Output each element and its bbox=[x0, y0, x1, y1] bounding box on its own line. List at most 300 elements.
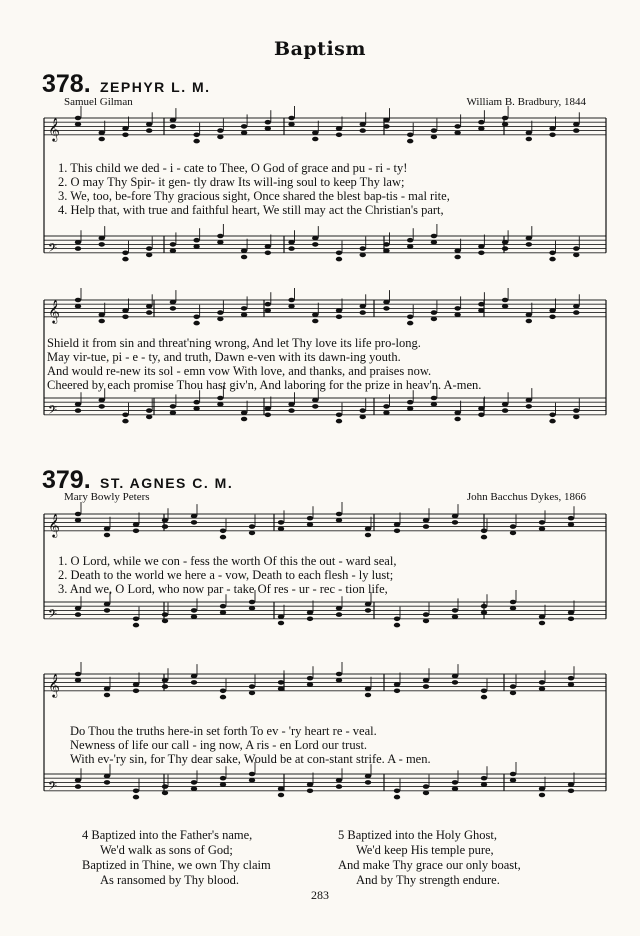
note-head bbox=[502, 122, 508, 127]
note-head bbox=[170, 248, 176, 253]
note-head bbox=[539, 520, 545, 525]
note-head bbox=[568, 516, 574, 521]
note-head bbox=[407, 321, 413, 326]
note-head bbox=[336, 315, 342, 320]
note-head bbox=[510, 691, 516, 696]
note-head bbox=[191, 514, 197, 519]
note-head bbox=[146, 415, 152, 420]
note-head bbox=[481, 776, 487, 781]
note-head bbox=[336, 778, 342, 783]
note-head bbox=[526, 312, 532, 317]
note-head bbox=[288, 408, 294, 413]
note-head bbox=[104, 774, 110, 779]
note-head bbox=[133, 689, 139, 694]
music-credit: William B. Bradbury, 1844 bbox=[466, 96, 586, 108]
note-head bbox=[526, 319, 532, 324]
note-head bbox=[249, 772, 255, 777]
note-head bbox=[249, 600, 255, 605]
note-head bbox=[452, 680, 458, 685]
note-head bbox=[481, 610, 487, 615]
note-head bbox=[265, 251, 271, 256]
note-head bbox=[549, 257, 555, 262]
note-head bbox=[360, 253, 366, 258]
note-head bbox=[336, 251, 342, 256]
note-head bbox=[336, 606, 342, 611]
note-head bbox=[265, 413, 271, 418]
note-head bbox=[220, 535, 226, 540]
note-head bbox=[307, 682, 313, 687]
note-head bbox=[526, 137, 532, 142]
note-head bbox=[312, 312, 318, 317]
note-head bbox=[431, 240, 437, 245]
note-head bbox=[502, 402, 508, 407]
note-head bbox=[478, 413, 484, 418]
note-head bbox=[193, 321, 199, 326]
note-head bbox=[278, 793, 284, 798]
note-head bbox=[122, 419, 128, 424]
note-head bbox=[539, 793, 545, 798]
note-head bbox=[510, 524, 516, 529]
note-head bbox=[454, 306, 460, 311]
note-head bbox=[191, 520, 197, 525]
note-head bbox=[75, 784, 81, 789]
note-head bbox=[568, 682, 574, 687]
note-head bbox=[478, 406, 484, 411]
note-head bbox=[383, 124, 389, 129]
note-head bbox=[162, 518, 168, 523]
note-head bbox=[220, 604, 226, 609]
note-head bbox=[122, 257, 128, 262]
note-head bbox=[241, 410, 247, 415]
note-head bbox=[133, 623, 139, 628]
note-head bbox=[452, 614, 458, 619]
note-head bbox=[312, 130, 318, 135]
note-head bbox=[573, 310, 579, 315]
note-head bbox=[336, 126, 342, 131]
note-head bbox=[573, 253, 579, 258]
note-head bbox=[146, 128, 152, 133]
verse-line: Baptized in Thine, we own Thy claim bbox=[82, 858, 271, 872]
lyric-line: 3. We, too, be-fore Thy gracious sight, Once shared the blest bap-tis - mal rite, bbox=[58, 189, 450, 203]
note-head bbox=[365, 526, 371, 531]
bass-clef: 𝄢 bbox=[48, 241, 58, 258]
note-head bbox=[573, 246, 579, 251]
note-head bbox=[452, 514, 458, 519]
note-head bbox=[278, 520, 284, 525]
note-head bbox=[75, 518, 81, 523]
note-head bbox=[365, 608, 371, 613]
note-head bbox=[502, 246, 508, 251]
note-head bbox=[104, 533, 110, 538]
note-head bbox=[288, 402, 294, 407]
note-head bbox=[75, 240, 81, 245]
words-credit: Samuel Gilman bbox=[64, 96, 133, 108]
note-head bbox=[360, 415, 366, 420]
note-head bbox=[407, 133, 413, 138]
note-head bbox=[99, 404, 105, 409]
note-head bbox=[241, 306, 247, 311]
note-head bbox=[162, 791, 168, 796]
note-head bbox=[193, 238, 199, 243]
note-head bbox=[510, 606, 516, 611]
note-head bbox=[170, 404, 176, 409]
note-head bbox=[170, 124, 176, 129]
note-head bbox=[75, 246, 81, 251]
note-head bbox=[99, 130, 105, 135]
note-head bbox=[336, 784, 342, 789]
note-head bbox=[383, 404, 389, 409]
note-head bbox=[288, 298, 294, 303]
note-head bbox=[510, 600, 516, 605]
note-head bbox=[312, 242, 318, 247]
note-head bbox=[241, 417, 247, 422]
note-head bbox=[162, 612, 168, 617]
note-head bbox=[193, 406, 199, 411]
lyric-line: 1. O Lord, while we con - fess the worth Of this the out - ward seal, bbox=[58, 554, 397, 568]
note-head bbox=[288, 246, 294, 251]
note-head bbox=[510, 684, 516, 689]
note-head bbox=[75, 122, 81, 127]
note-head bbox=[265, 302, 271, 307]
lyric-line: With ev-'ry sin, for Thy dear sake, Would be at con-stant strife. A - men. bbox=[70, 752, 431, 766]
note-head bbox=[549, 251, 555, 256]
note-head bbox=[122, 133, 128, 138]
note-head bbox=[133, 529, 139, 534]
note-head bbox=[220, 610, 226, 615]
note-head bbox=[454, 410, 460, 415]
note-head bbox=[217, 402, 223, 407]
note-head bbox=[336, 413, 342, 418]
note-head bbox=[307, 782, 313, 787]
note-head bbox=[360, 246, 366, 251]
note-head bbox=[394, 522, 400, 527]
note-head bbox=[423, 524, 429, 529]
note-head bbox=[312, 319, 318, 324]
note-head bbox=[122, 308, 128, 313]
note-head bbox=[360, 122, 366, 127]
note-head bbox=[122, 315, 128, 320]
verse-line: We'd keep His temple pure, bbox=[356, 843, 494, 857]
note-head bbox=[241, 312, 247, 317]
note-head bbox=[481, 782, 487, 787]
note-head bbox=[104, 608, 110, 613]
note-head bbox=[307, 610, 313, 615]
note-head bbox=[162, 619, 168, 624]
note-head bbox=[170, 242, 176, 247]
note-head bbox=[394, 689, 400, 694]
verse-4 bbox=[82, 828, 271, 888]
section-title: Baptism bbox=[274, 38, 366, 60]
note-head bbox=[510, 772, 516, 777]
note-head bbox=[75, 678, 81, 683]
note-head bbox=[288, 116, 294, 121]
note-head bbox=[394, 529, 400, 534]
note-head bbox=[288, 122, 294, 127]
note-head bbox=[431, 135, 437, 140]
note-head bbox=[170, 410, 176, 415]
note-head bbox=[360, 304, 366, 309]
note-head bbox=[336, 308, 342, 313]
note-head bbox=[360, 128, 366, 133]
note-head bbox=[162, 784, 168, 789]
note-head bbox=[502, 240, 508, 245]
note-head bbox=[573, 122, 579, 127]
note-head bbox=[133, 522, 139, 527]
note-head bbox=[288, 304, 294, 309]
note-head bbox=[75, 402, 81, 407]
note-head bbox=[383, 118, 389, 123]
note-head bbox=[220, 776, 226, 781]
verse-line: 4 Baptized into the Father's name, bbox=[82, 828, 253, 842]
note-head bbox=[478, 126, 484, 131]
note-head bbox=[573, 408, 579, 413]
lyric-line: 2. Death to the world we here a - vow, Death to each flesh - ly lust; bbox=[58, 568, 394, 582]
note-head bbox=[249, 524, 255, 529]
note-head bbox=[162, 684, 168, 689]
note-head bbox=[526, 242, 532, 247]
note-head bbox=[454, 248, 460, 253]
note-head bbox=[122, 251, 128, 256]
note-head bbox=[502, 116, 508, 121]
note-head bbox=[307, 522, 313, 527]
note-head bbox=[573, 128, 579, 133]
note-head bbox=[549, 126, 555, 131]
verse-line: And by Thy strength endure. bbox=[356, 873, 500, 887]
note-head bbox=[288, 240, 294, 245]
lyric-line: 2. O may Thy Spir- it gen- tly draw Its will-ing soul to keep Thy law; bbox=[58, 175, 405, 189]
note-head bbox=[407, 400, 413, 405]
verse-5 bbox=[338, 828, 521, 888]
note-head bbox=[146, 246, 152, 251]
note-head bbox=[122, 413, 128, 418]
note-head bbox=[312, 236, 318, 241]
hymn-number: 379. bbox=[42, 466, 91, 494]
note-head bbox=[481, 535, 487, 540]
note-head bbox=[454, 312, 460, 317]
note-head bbox=[99, 137, 105, 142]
note-head bbox=[241, 130, 247, 135]
note-head bbox=[193, 133, 199, 138]
note-head bbox=[454, 130, 460, 135]
note-head bbox=[454, 124, 460, 129]
note-head bbox=[217, 128, 223, 133]
lyric-line: May vir-tue, pi - e - ty, and truth, Dawn e-ven with its dawn-ing youth. bbox=[47, 350, 401, 364]
note-head bbox=[241, 255, 247, 260]
note-head bbox=[146, 253, 152, 258]
note-head bbox=[452, 608, 458, 613]
lyric-line: And would re-new its sol - emn vow With love, and thanks, and praises now. bbox=[47, 364, 432, 378]
note-head bbox=[365, 774, 371, 779]
note-head bbox=[191, 786, 197, 791]
note-head bbox=[104, 602, 110, 607]
note-head bbox=[217, 310, 223, 315]
note-head bbox=[99, 398, 105, 403]
note-head bbox=[423, 518, 429, 523]
note-head bbox=[478, 120, 484, 125]
note-head bbox=[539, 614, 545, 619]
hymn-number: 378. bbox=[42, 70, 91, 98]
note-head bbox=[539, 680, 545, 685]
note-head bbox=[423, 784, 429, 789]
note-head bbox=[394, 789, 400, 794]
note-head bbox=[481, 689, 487, 694]
page-number: 283 bbox=[311, 888, 329, 902]
note-head bbox=[336, 419, 342, 424]
note-head bbox=[502, 298, 508, 303]
note-head bbox=[193, 400, 199, 405]
note-head bbox=[75, 672, 81, 677]
note-head bbox=[539, 526, 545, 531]
note-head bbox=[568, 610, 574, 615]
note-head bbox=[394, 617, 400, 622]
note-head bbox=[220, 529, 226, 534]
note-head bbox=[568, 782, 574, 787]
note-head bbox=[191, 680, 197, 685]
note-head bbox=[526, 404, 532, 409]
note-head bbox=[75, 304, 81, 309]
note-head bbox=[191, 780, 197, 785]
note-head bbox=[278, 680, 284, 685]
note-head bbox=[336, 672, 342, 677]
note-head bbox=[478, 251, 484, 256]
note-head bbox=[481, 529, 487, 534]
note-head bbox=[549, 413, 555, 418]
note-head bbox=[383, 242, 389, 247]
note-head bbox=[278, 621, 284, 626]
note-head bbox=[383, 248, 389, 253]
note-head bbox=[307, 676, 313, 681]
note-head bbox=[539, 621, 545, 626]
note-head bbox=[481, 695, 487, 700]
note-head bbox=[278, 686, 284, 691]
note-head bbox=[217, 240, 223, 245]
lyric-line: Newness of life our call - ing now, A ris - en Lord our trust. bbox=[70, 738, 368, 752]
note-head bbox=[431, 396, 437, 401]
note-head bbox=[431, 310, 437, 315]
note-head bbox=[549, 308, 555, 313]
note-head bbox=[568, 522, 574, 527]
note-head bbox=[99, 319, 105, 324]
note-head bbox=[249, 531, 255, 536]
note-head bbox=[170, 300, 176, 305]
note-head bbox=[407, 406, 413, 411]
note-head bbox=[75, 612, 81, 617]
note-head bbox=[502, 304, 508, 309]
tune-name: ZEPHYR L. M. bbox=[100, 79, 211, 95]
note-head bbox=[191, 614, 197, 619]
note-head bbox=[423, 619, 429, 624]
note-head bbox=[365, 533, 371, 538]
note-head bbox=[193, 139, 199, 144]
note-head bbox=[568, 789, 574, 794]
verse-line: We'd walk as sons of God; bbox=[100, 843, 233, 857]
note-head bbox=[122, 126, 128, 131]
treble-clef: 𝄞 bbox=[48, 116, 60, 141]
note-head bbox=[241, 248, 247, 253]
note-head bbox=[104, 693, 110, 698]
note-head bbox=[336, 133, 342, 138]
note-head bbox=[383, 306, 389, 311]
note-head bbox=[307, 789, 313, 794]
note-head bbox=[307, 617, 313, 622]
note-head bbox=[278, 614, 284, 619]
note-head bbox=[220, 689, 226, 694]
note-head bbox=[75, 408, 81, 413]
note-head bbox=[407, 139, 413, 144]
note-head bbox=[365, 780, 371, 785]
note-head bbox=[265, 126, 271, 131]
note-head bbox=[539, 686, 545, 691]
note-head bbox=[249, 778, 255, 783]
note-head bbox=[146, 304, 152, 309]
note-head bbox=[454, 255, 460, 260]
note-head bbox=[360, 310, 366, 315]
note-head bbox=[549, 315, 555, 320]
note-head bbox=[526, 236, 532, 241]
note-head bbox=[249, 684, 255, 689]
note-head bbox=[431, 128, 437, 133]
note-head bbox=[104, 780, 110, 785]
note-head bbox=[510, 531, 516, 536]
note-head bbox=[526, 398, 532, 403]
lyric-line: Shield it from sin and threat'ning wrong, And let Thy love its life pro-long. bbox=[47, 336, 421, 350]
note-head bbox=[191, 608, 197, 613]
note-head bbox=[510, 778, 516, 783]
note-head bbox=[568, 676, 574, 681]
note-head bbox=[217, 234, 223, 239]
note-head bbox=[133, 795, 139, 800]
note-head bbox=[452, 786, 458, 791]
note-head bbox=[383, 300, 389, 305]
note-head bbox=[133, 682, 139, 687]
words-credit: Mary Bowly Peters bbox=[64, 491, 150, 503]
note-head bbox=[502, 408, 508, 413]
verse-line: 5 Baptized into the Holy Ghost, bbox=[338, 828, 498, 842]
note-head bbox=[99, 312, 105, 317]
verse-line: And make Thy grace our only boast, bbox=[338, 858, 521, 872]
note-head bbox=[104, 686, 110, 691]
note-head bbox=[265, 244, 271, 249]
note-head bbox=[365, 686, 371, 691]
note-head bbox=[365, 602, 371, 607]
note-head bbox=[146, 408, 152, 413]
note-head bbox=[336, 612, 342, 617]
note-head bbox=[75, 116, 81, 121]
note-head bbox=[217, 135, 223, 140]
note-head bbox=[75, 512, 81, 517]
note-head bbox=[170, 306, 176, 311]
note-head bbox=[478, 302, 484, 307]
note-head bbox=[220, 782, 226, 787]
note-head bbox=[423, 791, 429, 796]
note-head bbox=[170, 118, 176, 123]
lyric-line: 4. Help that, with true and faithful heart, We still may act the Christian's part, bbox=[58, 203, 444, 217]
note-head bbox=[573, 415, 579, 420]
note-head bbox=[75, 606, 81, 611]
note-head bbox=[104, 526, 110, 531]
note-head bbox=[365, 693, 371, 698]
lyric-line: 3. And we, O Lord, who now par - take Of res - ur - rec - tion life, bbox=[58, 582, 388, 596]
verse-line: As ransomed by Thy blood. bbox=[100, 873, 239, 887]
note-head bbox=[312, 398, 318, 403]
note-head bbox=[481, 604, 487, 609]
note-head bbox=[394, 682, 400, 687]
note-head bbox=[478, 244, 484, 249]
note-head bbox=[193, 244, 199, 249]
note-head bbox=[573, 304, 579, 309]
note-head bbox=[407, 244, 413, 249]
note-head bbox=[336, 512, 342, 517]
